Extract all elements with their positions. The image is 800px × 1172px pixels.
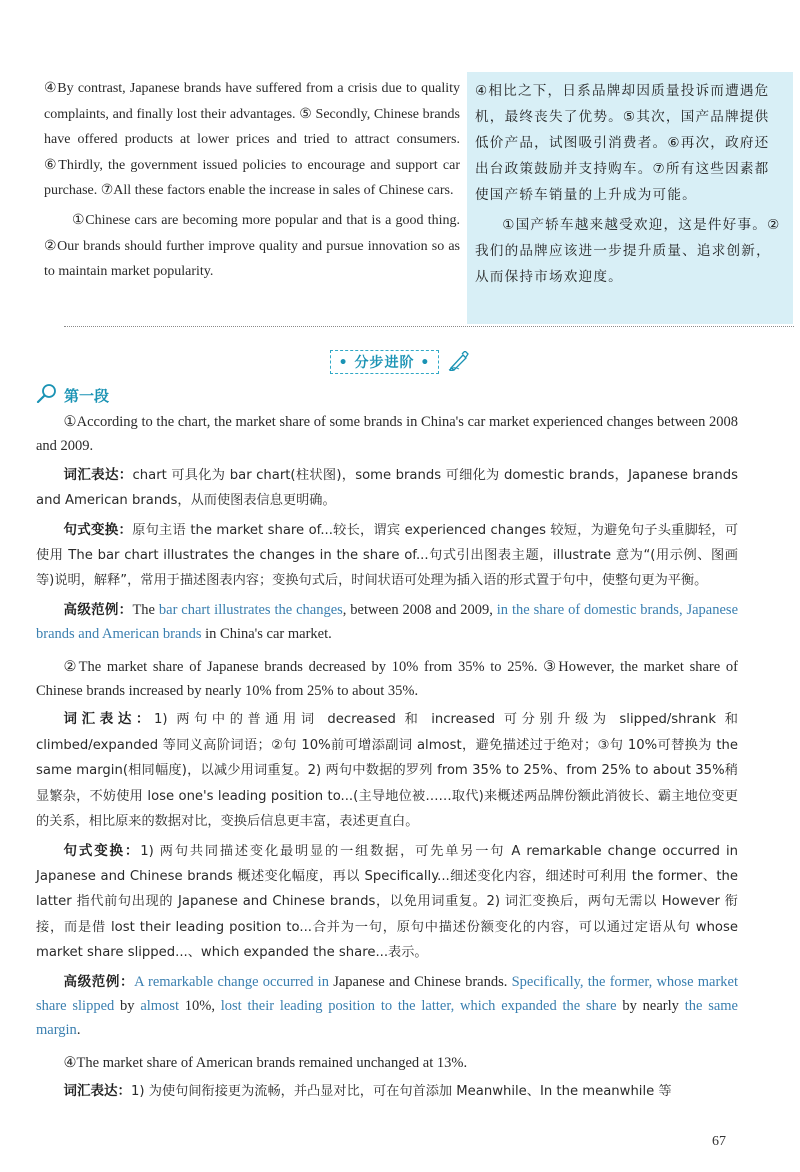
block2-structure-text: 1) 两句共同描述变化最明显的一组数据，可先单另一句 A remarkable change occurred in Japanese and Chinese brands 概述变化幅度，再以 Specifically...细述变化内容，细述时可利用 the former、the latter 指代前句出现的 Japanese and Chinese brands，以免用词重复。2) 词汇变换后，两句无需以 However 衔接，而是借 lost their leading position to...合并为一句，原句中描述份额变化的内容，可以通过定语从句 whose market share slipped...、which expanded the share...表示。 xyxy=(36,843,738,961)
dotted-divider xyxy=(64,326,794,327)
block1-example xyxy=(36,598,738,647)
block1-structure xyxy=(36,518,738,594)
vocab-label: 词汇表达： xyxy=(63,1083,132,1100)
block2-example-text xyxy=(36,974,738,1039)
highlighted-phrase: A remarkable change occurred in xyxy=(134,973,329,990)
top-chinese-para-2: ①国产轿车越来越受欢迎，这是件好事。②我们的品牌应该进一步提升质量、追求创新，从而保持市场欢迎度。 xyxy=(475,217,781,285)
top-english-passage xyxy=(44,76,460,285)
pen-icon xyxy=(448,351,470,375)
example-text-part: , between 2008 and 2009, xyxy=(342,601,497,618)
example-label: 高级范例： xyxy=(63,973,135,990)
section-heading xyxy=(36,383,109,407)
block1-sentence: ①According to the chart, the market share of some brands in China's car market experienced changes between 2008 and 2009. xyxy=(36,414,738,455)
example-text-part: The xyxy=(132,601,159,618)
example-text-part: in China's car market. xyxy=(201,626,332,643)
block2-example xyxy=(36,970,738,1043)
block2-structure xyxy=(36,839,738,966)
step-title: • 分步进阶 • xyxy=(330,350,440,374)
example-text-part: 10%, xyxy=(179,997,221,1014)
page-number: 67 xyxy=(712,1134,726,1149)
highlighted-phrase: in the share of domestic brands, Japanese brands and American brands xyxy=(36,601,739,643)
example-text-part: by xyxy=(114,997,141,1014)
highlighted-phrase: almost xyxy=(140,997,179,1014)
block3-vocab-text: 1) 为使句间衔接更为流畅，并凸显对比，可在句首添加 Meanwhile、In the meanwhile 等 xyxy=(131,1084,672,1100)
structure-label: 句式变换： xyxy=(63,521,133,538)
example-label: 高级范例： xyxy=(63,601,133,618)
block3-sentence: ④The market share of American brands remained unchanged at 13%. xyxy=(63,1054,468,1071)
example-text-part: . xyxy=(76,1022,81,1039)
structure-label: 句式变换： xyxy=(63,842,141,859)
main-content xyxy=(36,410,738,1109)
block1-vocab xyxy=(36,463,738,514)
top-chinese-para-1: ④相比之下，日系品牌却因质量投诉而遭遇危机，最终丧失了优势。⑤其次，国产品牌提供低价产品，试图吸引消费者。⑥再次，政府还出台政策鼓励并支持购车。⑦所有这些因素都使国产轿车销量的上升成为可能。 xyxy=(475,83,770,203)
block2-vocab xyxy=(36,707,738,834)
block1-vocab-text: chart 可具化为 bar chart(柱状图)，some brands 可细化为 domestic brands，Japanese brands and American brands，从而使图表信息更明确。 xyxy=(36,467,738,509)
section-title: 第一段 xyxy=(64,386,110,405)
block3-vocab xyxy=(36,1079,738,1104)
highlighted-phrase: lost their leading position to the latter, which expanded the share xyxy=(220,997,617,1014)
vocab-label: 词汇表达： xyxy=(63,711,155,728)
step-title-row xyxy=(0,350,800,375)
top-english-para-1: ④By contrast, Japanese brands have suffered from a crisis due to quality complaints, and finally lost their advantages. ⑤ Secondly, Chinese brands have offered products at lower prices and tried to attract consumers. ⑥Thirdly, the government issued policies to encourage and support car purchase. ⑦All these factors enable the increase in sales of Chinese cars. xyxy=(44,81,460,199)
highlighted-phrase: the same margin xyxy=(36,997,738,1039)
example-text-part: by nearly xyxy=(616,997,685,1014)
example-text-part: Japanese and Chinese brands. xyxy=(328,973,512,990)
block2-sentence: ②The market share of Japanese brands decreased by 10% from 35% to 25%. ③However, the market share of Chinese brands increased by nearly 10% from 25% to about 35%. xyxy=(36,658,738,700)
block1-structure-text: 原句主语 the market share of...较长，谓宾 experienced changes 较短，为避免句子头重脚轻，可使用 The bar chart illustrates the changes in the share of...句式引出图表主题，illustrate 意为“(用示例、图画等)说明，解释”，常用于描述图表内容；变换句式后，时间状语可处理为插入语的形式置于句中，使整句更为平衡。 xyxy=(36,522,739,589)
block1-example-text xyxy=(36,602,738,642)
highlighted-phrase: Specifically, the former, whose market share slipped xyxy=(36,973,738,1014)
magnifier-icon xyxy=(36,383,58,407)
highlighted-phrase: bar chart illustrates the changes xyxy=(158,601,343,618)
vocab-label: 词汇表达： xyxy=(63,466,133,483)
block2-vocab-text: 1) 两句中的普通用词 decreased 和 increased 可分别升级为 slipped/shrank 和 climbed/expanded 等同义高阶词语；②句 10%前可增添副词 almost，避免描述过于绝对；③句 10%可替换为 the same margin(相同幅度)，以减少用词重复。2) 两句中数据的罗列 from 35% to 25%、from 25% to about 35%稍显繁杂，不妨使用 lose one's leading position to...(主导地位被……取代)来概述两品牌份额此消彼长、霸主地位变更的关系，相比原来的数据对比，变换后信息更丰富，表述更直白。 xyxy=(36,712,738,830)
top-english-para-2: ①Chinese cars are becoming more popular and that is a good thing. ②Our brands should further improve quality and pursue innovation so as to maintain market popularity. xyxy=(44,212,460,280)
chinese-translation-box xyxy=(467,72,793,324)
